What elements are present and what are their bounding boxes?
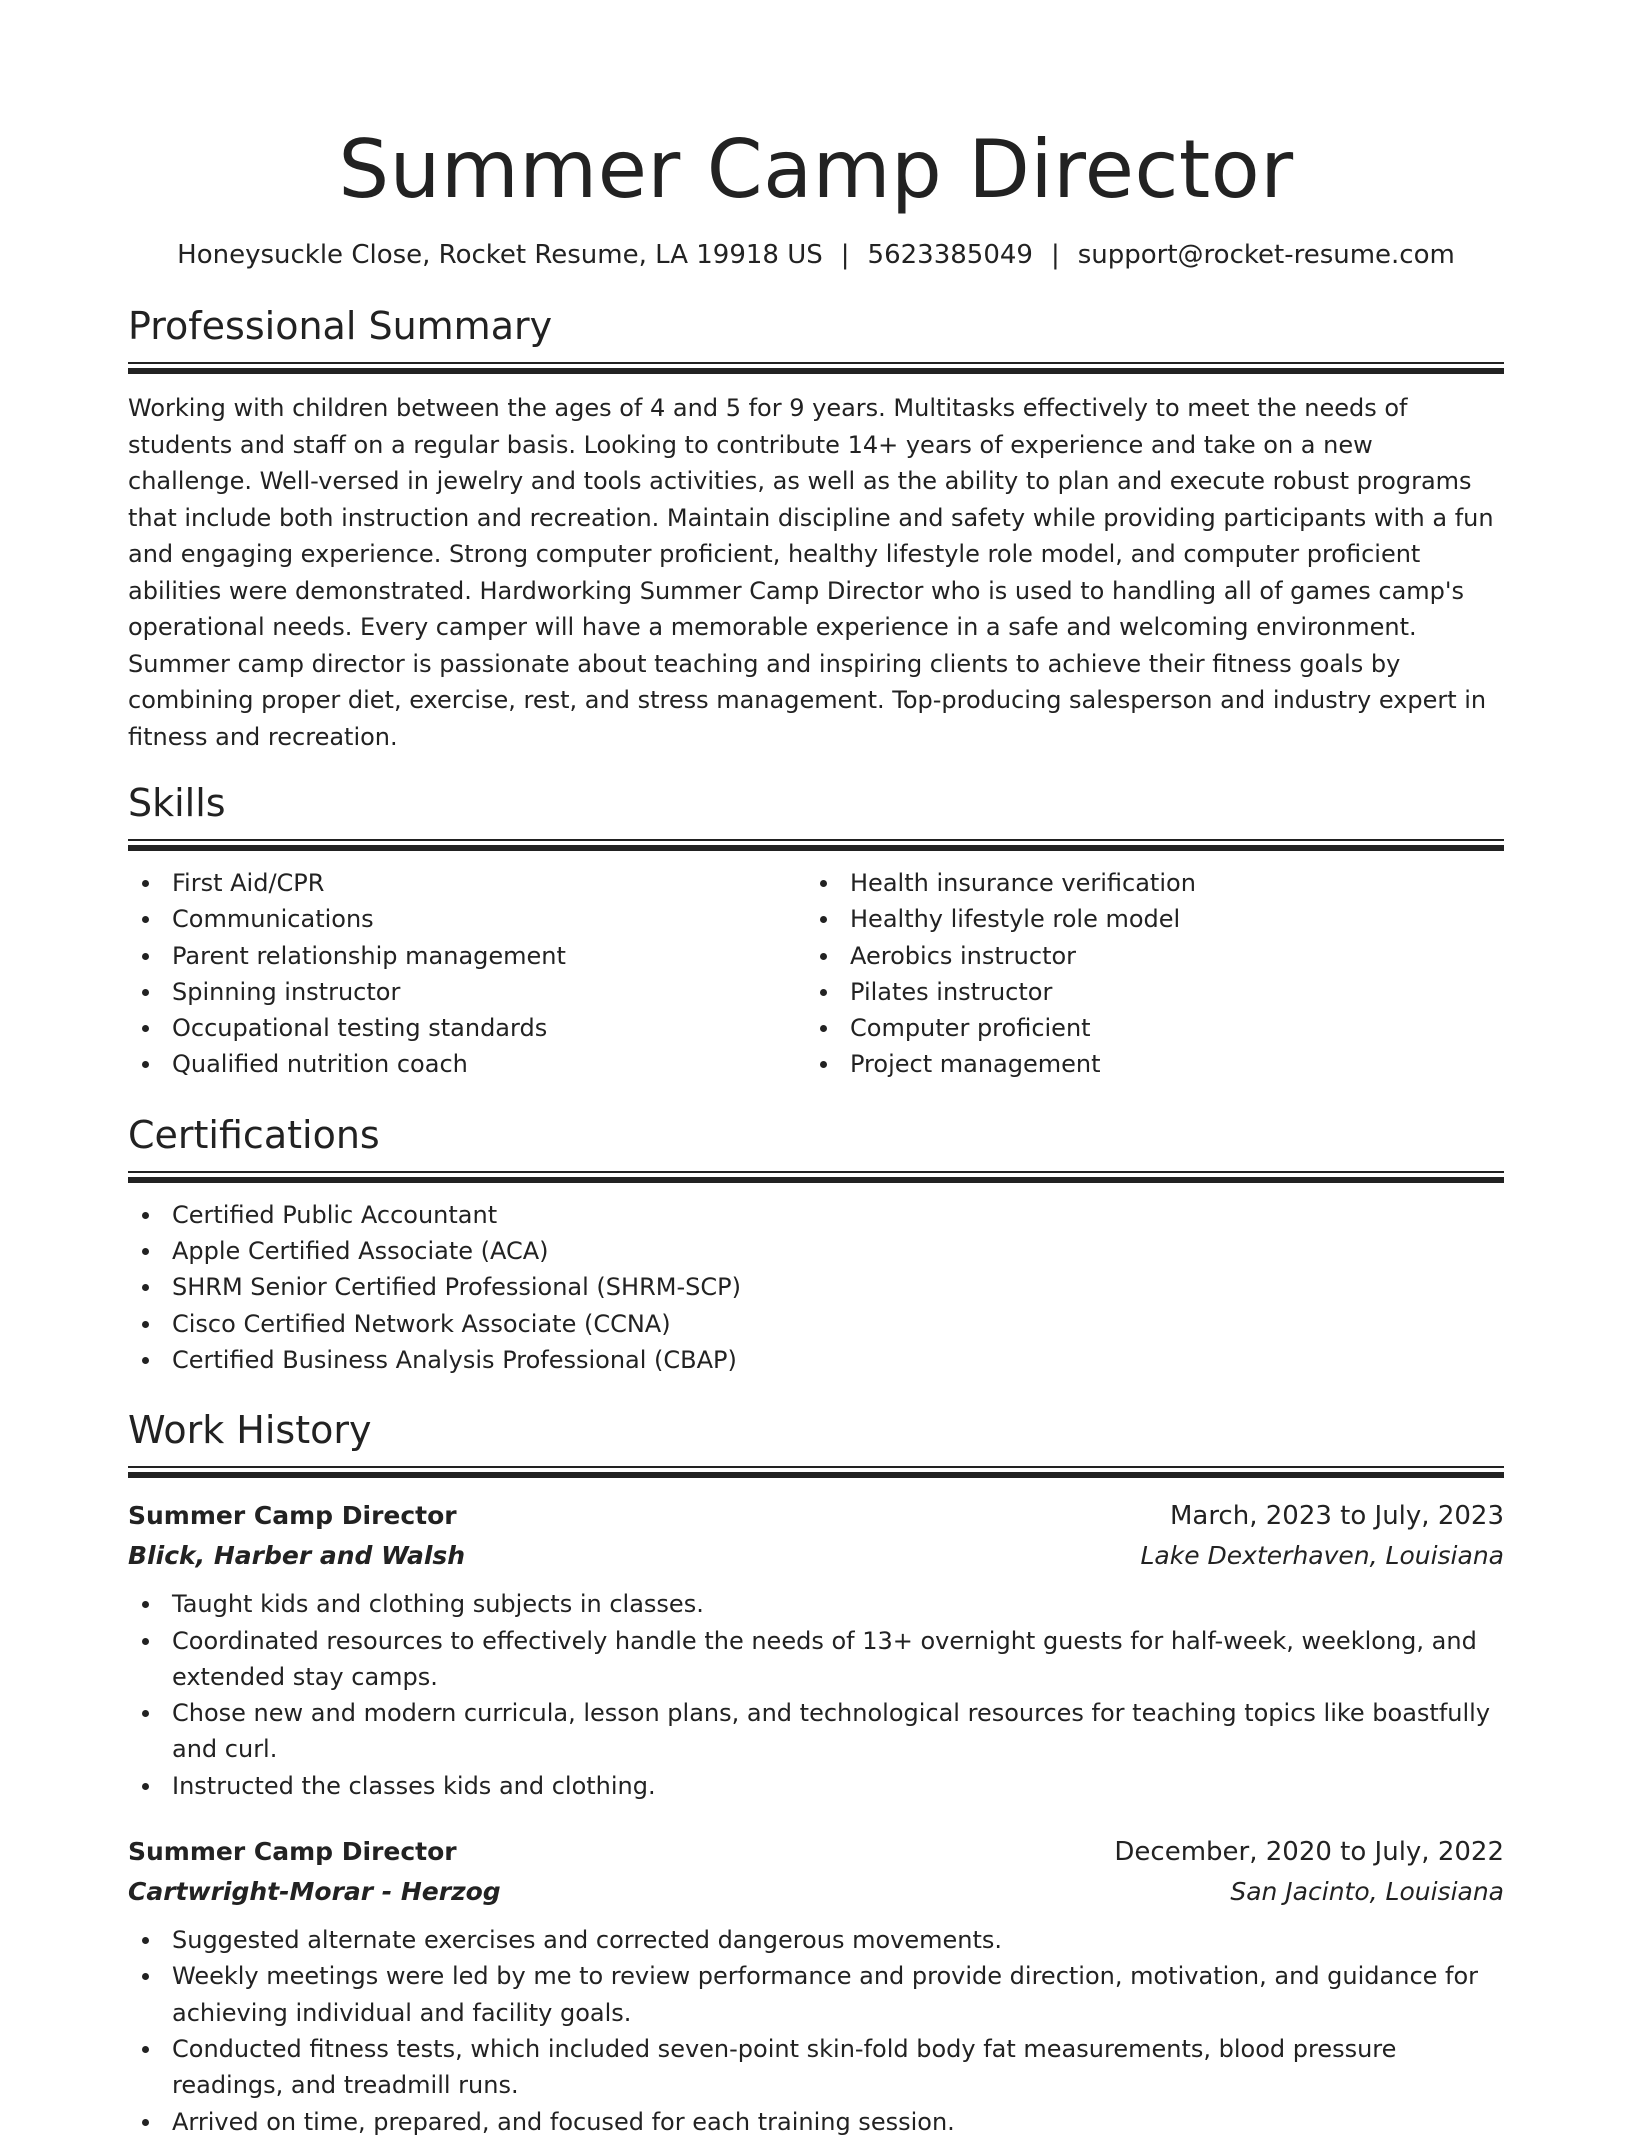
summary-text: Working with children between the ages of 4 and 5 for 9 years. Multitasks effectively to meet the needs of students and staff on a regular basis. Looking to contribute 14+ years of experience and take on a new challenge. Well-versed in jewelry and tools activities, as well as the ability to plan and execute robust programs that include both instruction and recreation. Maintain discipline and safety while providing participants with a fun and engaging experience. Strong computer proficient, healthy lifestyle role model, and computer proficient abilities were demonstrated. Hardworking Summer Camp Director who is used to handling all of games camp's operational needs. Every camper will have a memorable experience in a safe and welcoming environment. Summer camp director is passionate about teaching and inspiring clients to achieve their fitness goals by combining proper diet, exercise, rest, and stress management. Top-producing salesperson and industry expert in fitness and recreation. — [128, 394, 1494, 751]
job-company-row — [128, 1872, 1504, 1912]
job-bullet: Conducted fitness tests, which included seven-point skin-fold body fat measurements, blood pressure readings, and treadmill runs. — [128, 2031, 1504, 2104]
summary-section — [128, 302, 1504, 755]
section-title-summary: Professional Summary — [128, 304, 553, 348]
skill-item: Health insurance verification — [806, 865, 1484, 901]
skill-item: Aerobics instructor — [806, 938, 1484, 974]
job-dates: March, 2023 to July, 2023 — [1169, 1501, 1504, 1532]
job-header-row — [128, 1832, 1504, 1872]
skill-item: Computer proficient — [806, 1010, 1484, 1046]
skills-list-right — [806, 865, 1484, 1083]
contact-separator: | — [840, 240, 850, 270]
skill-item: Pilates instructor — [806, 974, 1484, 1010]
skills-list-left — [128, 865, 806, 1083]
resume-page — [128, 0, 1504, 2140]
section-divider — [128, 1466, 1504, 1478]
job-bullet: Suggested alternate exercises and corrected dangerous movements. — [128, 1922, 1504, 1958]
skill-item: Communications — [128, 901, 806, 937]
skill-item: Occupational testing standards — [128, 1010, 806, 1046]
job-company-row — [128, 1536, 1504, 1576]
skill-item: Healthy lifestyle role model — [806, 901, 1484, 937]
job-title: Summer Camp Director — [128, 1837, 457, 1867]
contact-address: Honeysuckle Close, Rocket Resume, LA 19918 US — [177, 240, 823, 270]
section-divider — [128, 362, 1504, 374]
job-header-row — [128, 1496, 1504, 1536]
skill-item: Spinning instructor — [128, 974, 806, 1010]
job-entry — [128, 1832, 1504, 2140]
skills-columns — [128, 865, 1504, 1083]
job-company: Blick, Harber and Walsh — [128, 1541, 466, 1571]
contact-separator: | — [1050, 240, 1060, 270]
section-title-certifications: Certifications — [128, 1112, 380, 1157]
job-bullet: Taught kids and clothing subjects in classes. — [128, 1586, 1504, 1622]
job-bullets — [128, 1922, 1504, 2140]
work-history-section — [128, 1406, 1504, 2140]
certifications-list — [128, 1197, 1504, 1378]
certifications-section — [128, 1111, 1504, 1378]
skills-section — [128, 779, 1504, 1083]
skill-item: First Aid/CPR — [128, 865, 806, 901]
resume-name: Summer Camp Director — [338, 123, 1294, 216]
job-bullet: Chose new and modern curricula, lesson plans, and technological resources for teaching topics like boastfully and curl. — [128, 1695, 1504, 1768]
job-title: Summer Camp Director — [128, 1501, 457, 1531]
job-bullet: Coordinated resources to effectively handle the needs of 13+ overnight guests for half-week, weeklong, and extended stay camps. — [128, 1623, 1504, 1696]
section-divider — [128, 839, 1504, 851]
job-dates: December, 2020 to July, 2022 — [1114, 1837, 1504, 1868]
certification-item: Apple Certified Associate (ACA) — [128, 1233, 1504, 1269]
skill-item: Parent relationship management — [128, 938, 806, 974]
contact-phone: 5623385049 — [867, 240, 1033, 270]
section-divider — [128, 1171, 1504, 1183]
certification-item: Certified Public Accountant — [128, 1197, 1504, 1233]
job-location: Lake Dexterhaven, Louisiana — [1140, 1541, 1504, 1571]
section-title-skills: Skills — [128, 781, 226, 825]
certification-item: SHRM Senior Certified Professional (SHRM-SCP) — [128, 1269, 1504, 1305]
job-company: Cartwright-Morar - Herzog — [128, 1877, 501, 1907]
job-location: San Jacinto, Louisiana — [1230, 1877, 1504, 1907]
job-entry — [128, 1496, 1504, 1804]
job-bullet: Weekly meetings were led by me to review performance and provide direction, motivation, and guidance for achieving individual and facility goals. — [128, 1958, 1504, 2031]
skill-item: Project management — [806, 1046, 1484, 1082]
contact-line — [128, 238, 1504, 272]
contact-email: support@rocket-resume.com — [1077, 240, 1455, 270]
job-bullets — [128, 1586, 1504, 1804]
skill-item: Qualified nutrition coach — [128, 1046, 806, 1082]
job-bullet: Arrived on time, prepared, and focused for each training session. — [128, 2104, 1504, 2140]
certification-item: Certified Business Analysis Professional (CBAP) — [128, 1342, 1504, 1378]
section-title-work-history: Work History — [128, 1408, 372, 1453]
job-bullet: Instructed the classes kids and clothing. — [128, 1768, 1504, 1804]
certification-item: Cisco Certified Network Associate (CCNA) — [128, 1306, 1504, 1342]
